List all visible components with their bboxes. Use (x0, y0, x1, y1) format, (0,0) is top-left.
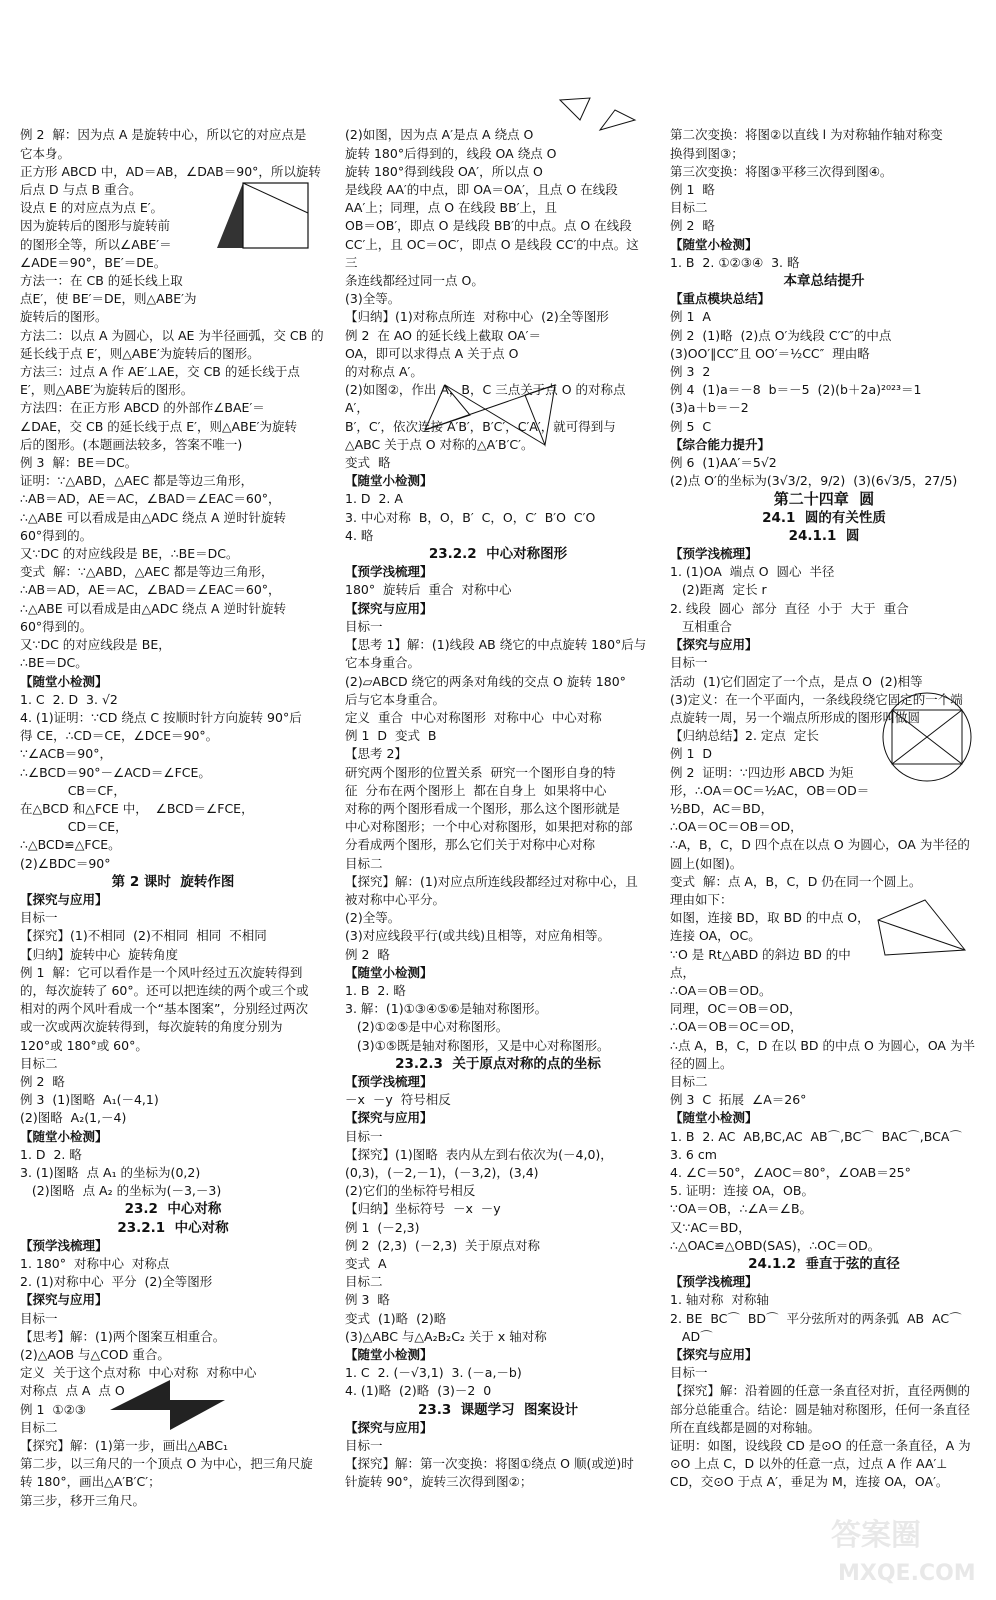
text-line: 的对称点 A′。 (345, 364, 423, 380)
text-line: 【预学浅梳理】 (20, 1237, 108, 1253)
text-line: 例 2 (1)略 (2)点 O′为线段 C′C″的中点 (670, 327, 892, 343)
text-line: 例 2 略 (670, 218, 715, 234)
text-line: 相对的两个风叶看成一个“基本图案”，分别经过两次 (20, 1001, 308, 1017)
text-line: 活动 (1)它们固定了一个点，是点 O (2)相等 (670, 673, 923, 689)
text-line: 例 2 略 (345, 946, 390, 962)
text-line: 例 1 略 (670, 182, 715, 198)
text-line: 换得到图③； (670, 145, 744, 161)
text-line: 同理，OC＝OB＝OD， (670, 1001, 802, 1017)
text-line: AD⌒ (670, 1328, 713, 1344)
text-line: △ABC 关于点 O 对称的△A′B′C′。 (345, 436, 534, 452)
text-line: 【归纳】坐标符号 －x －y (345, 1201, 501, 1217)
text-line: 第三次变换：将图③平移三次得到图④。 (670, 163, 893, 179)
text-line: 1. C 2. D 3. √2 (20, 691, 118, 707)
text-line: (2)图略 A₂(1,－4) (20, 1110, 127, 1126)
text-line: 3. 中心对称 B，O，B′ C，O，C′ B′O C′O (345, 509, 596, 525)
text-line: 【综合能力提升】 (670, 436, 771, 452)
text-line: 研究两个图形的位置关系 研究一个图形自身的特 (345, 764, 616, 780)
text-line: 针旋转 90°，旋转三次得到图②； (345, 1474, 533, 1490)
watermark-bottom: MXQE.COM (838, 1561, 976, 1586)
text-line: 【探究】解：(1)对应点所连线段都经过对称中心，且 (345, 873, 638, 889)
text-line: 后与它本身重合。 (345, 691, 446, 707)
text-line: OB＝OB′，即点 O 是线段 BB′的中点。点 O 在线段 (345, 218, 632, 234)
text-line: 1. B 2. ①②③④ 3. 略 (670, 254, 800, 270)
text-line: 3. 6 cm (670, 1146, 717, 1162)
text-line: ∴△ABE 可以看成是由△ADC 绕点 A 逆时针旋转 (20, 509, 287, 525)
text-line: (2)它们的坐标符号相反 (345, 1183, 476, 1199)
text-line: 第三步，移开三角尺。 (20, 1492, 146, 1508)
text-line: 得 CE，∴CD＝CE，∠DCE＝90°。 (20, 728, 219, 744)
text-line: CC′上，且 OC＝OC′，即点 O 是线段 CC′的中点。这三 (345, 236, 639, 270)
text-line: 目标一 (670, 655, 708, 671)
rotation-figure (555, 90, 645, 145)
text-line: 第二步，以三角尺的一个顶点 O 为中心，把三角尺旋 (20, 1456, 313, 1472)
text-line: 的，每次旋转了 60°。还可以把连续的两个或三个或 (20, 982, 309, 998)
text-line: (3)△ABC 与△A₂B₂C₂ 关于 x 轴对称 (345, 1328, 547, 1344)
text-line: 23.3 课题学习 图案设计 (417, 1401, 579, 1418)
text-line: (3)a＋b＝－2 (670, 400, 749, 416)
text-line: 4. ∠C＝50°，∠AOC＝80°，∠OAB＝25° (670, 1164, 911, 1180)
text-line: 变式 (1)略 (2)略 (345, 1310, 447, 1326)
text-line: 【思考 1】解：(1)线段 AB 绕它的中点旋转 180°后与 (345, 637, 647, 653)
text-line: 1. C 2. (－√3,1) 3. (－a,－b) (345, 1365, 522, 1381)
column-3-lines (670, 126, 978, 1491)
text-line: 目标二 (670, 200, 708, 216)
text-line: 互相重合 (670, 618, 732, 634)
text-line: 延长线于点 E′，则△ABE′为旋转后的图形。 (20, 345, 260, 361)
text-line: 【随堂小检测】 (670, 1110, 758, 1126)
text-line: 60°得到的。 (20, 618, 93, 634)
text-line: ∴BE＝DC。 (20, 655, 88, 671)
text-line: (2)距离 定长 r (670, 582, 767, 598)
text-line: 例 5 C (670, 418, 712, 434)
text-line: 因为旋转后的图形与旋转前 (20, 218, 171, 234)
text-line: 【探究与应用】 (20, 891, 108, 907)
text-line: 23.2.2 中心对称图形 (428, 546, 568, 563)
text-line: (2)△AOB 与△COD 重合。 (20, 1347, 170, 1363)
text-line: 3. (1)图略 点 A₁ 的坐标为(0,2) (20, 1164, 201, 1180)
text-line: 2. 线段 圆心 部分 直径 小于 大于 重合 (670, 600, 909, 616)
text-line: (2)▱ABCD 绕它的两条对角线的交点 O 旋转 180° (345, 673, 626, 689)
text-line: 又∵AC＝BD， (670, 1219, 751, 1235)
text-line: 旋转后的图形。 (20, 309, 108, 325)
text-line: 【探究与应用】 (670, 637, 758, 653)
text-line: 【归纳】(1)对称点所连 对称中心 (2)全等图形 (345, 309, 609, 325)
text-line: 1. 轴对称 对称轴 (670, 1292, 769, 1308)
text-line: ∴AB＝AD，AE＝AC，∠BAD＝∠EAC＝60°， (20, 582, 281, 598)
text-line: 【预学浅梳理】 (345, 1073, 433, 1089)
text-line: 理由如下： (670, 891, 733, 907)
text-line: (0,3)，(－2,－1)，(－3,2)，(3,4) (345, 1164, 539, 1180)
text-line: 1. 180° 对称中心 对称点 (20, 1256, 170, 1271)
text-line: 后点 D 与点 B 重合。 (20, 182, 142, 198)
text-line: 旋转 180°得到线段 OA′，所以点 O (345, 163, 543, 179)
text-line: 1. D 2. A (345, 491, 403, 507)
text-line: 方法四：在正方形 ABCD 的外部作∠BAE′＝ (20, 400, 265, 416)
text-line: 连接 OA，OC。 (670, 928, 761, 944)
text-line: 23.2.3 关于原点对称的点的坐标 (395, 1055, 601, 1072)
text-line: 目标一 (345, 1128, 383, 1144)
text-line: 后的图形。(本题画法较多，答案不唯一) (20, 436, 243, 452)
text-line: 它本身重合。 (345, 655, 421, 671)
text-line: 1. (1)OA 端点 O 圆心 半径 (670, 564, 835, 580)
text-line: 第二次变换：将图②以直线 l 为对称轴作轴对称变 (670, 127, 943, 143)
symmetric-triangles-figure (415, 375, 585, 480)
text-line: 4. 略 (345, 527, 374, 543)
text-line: ∴△ABE 可以看成是由△ADC 绕点 A 逆时针旋转 (20, 600, 287, 616)
text-line: 【思考】解：(1)两个图案互相重合。 (20, 1328, 226, 1344)
text-line: 【随堂小检测】 (345, 1347, 433, 1363)
text-line: 23.2.1 中心对称 (117, 1219, 229, 1236)
text-line: 【探究】(1)不相同 (2)不相同 相同 不相同 (20, 928, 267, 944)
text-line: 例 3 略 (345, 1292, 390, 1308)
text-line: 变式 解：点 A，B，C，D 仍在同一个圆上。 (670, 873, 922, 889)
text-line: 【随堂小检测】 (20, 1128, 108, 1144)
text-line: 点旋转一周，另一个端点所形成的图形叫做圆 (670, 709, 921, 725)
text-line: (3)OO′∥CC″且 OO′＝½CC″ 理由略 (670, 345, 870, 361)
text-line: 例 2 在 AO 的延长线上截取 OA′＝ (345, 327, 541, 343)
text-line: ∴OA＝OC＝OB＝OD， (670, 819, 803, 835)
text-line: 例 2 解：因为点 A 是旋转中心，所以它的对应点是 (20, 127, 307, 143)
text-line: 【随堂小检测】 (670, 236, 758, 252)
text-line: ∴△BCD≌△FCE。 (20, 837, 121, 853)
text-line: 【归纳总结】2. 定点 定长 (670, 728, 819, 744)
text-line: ∴OA＝OB＝OD。 (670, 982, 772, 998)
text-line: ∴A，B，C，D 四个点在以点 O 为圆心，OA 为半径的 (670, 837, 970, 853)
text-line: 24.1.2 垂直于弦的直径 (748, 1256, 900, 1272)
text-line: ∴OA＝OB＝OC＝OD， (670, 1019, 803, 1035)
text-line: 【归纳】旋转中心 旋转角度 (20, 946, 178, 962)
text-line: 例 2 证明：∵四边形 ABCD 为矩 (670, 764, 854, 780)
text-line: 24.1.1 圆 (788, 527, 860, 544)
text-line: 2. BE BC⌒ BD⌒ 平分弦所对的两条弧 AB AC⌒ (670, 1310, 962, 1326)
text-line: 所在直线都是圆的对称轴。 (670, 1419, 821, 1435)
text-line: (2)图略 点 A₂ 的坐标为(－3,－3) (20, 1183, 222, 1199)
text-line: 变式 解：∵△ABD，△AEC 都是等边三角形， (20, 564, 274, 580)
text-line: 目标二 (345, 855, 383, 871)
text-line: 例 1 ①②③ (20, 1401, 86, 1417)
text-line: OA，即可以求得点 A 关于点 O (345, 345, 519, 361)
text-line: 如图，连接 BD，取 BD 的中点 O， (670, 910, 870, 926)
text-line: 【预学浅梳理】 (345, 564, 433, 580)
text-line: (3)定义：在一个平面内，一条线段绕它固定的一个端 (670, 691, 963, 707)
text-line: (3)对应线段平行(或共线)且相等，对应角相等。 (345, 928, 610, 944)
text-line: 目标一 (345, 618, 383, 634)
text-line: 例 1 D 变式 B (345, 728, 437, 744)
text-line: 例 3 (1)图略 A₁(－4,1) (20, 1092, 159, 1108)
circle-rectangle-figure (880, 690, 975, 785)
text-line: 方法二：以点 A 为圆心，以 AE 为半径画弧，交 CB 的 (20, 327, 324, 343)
text-line: CD＝CE， (20, 819, 128, 835)
text-line: 中心对称图形；一个中心对称图形，如果把对称的部 (345, 819, 633, 835)
text-line: (2)点 O′的坐标为(3√3/2，9/2) (3)(6√3/5，27/5) (670, 473, 958, 489)
text-line: CB＝CF， (20, 782, 126, 798)
text-line: 定义 重合 中心对称图形 对称中心 中心对称 (345, 709, 602, 725)
text-line: 方法一：在 CB 的延长线上取 (20, 273, 183, 289)
text-line: E′，则△ABE′为旋转后的图形。 (20, 382, 194, 398)
text-line: 对称点 点 A 点 O (20, 1383, 125, 1399)
answer-column-1 (20, 90, 326, 1528)
text-line: 1. B 2. 略 (345, 982, 406, 998)
text-line: 或一次或两次旋转得到，每次旋转的角度分别为 (20, 1019, 283, 1035)
text-line: 目标二 (20, 1419, 58, 1435)
answer-column-3 (670, 90, 978, 1510)
text-line: 被对称中心平分。 (345, 891, 446, 907)
text-line: 例 1 A (670, 309, 711, 325)
text-line: 5. 证明：连接 OA，OB。 (670, 1183, 814, 1199)
text-line: 【重点模块总结】 (670, 291, 771, 307)
text-line: 转 180°，画出△A′B′C′； (20, 1474, 161, 1490)
text-line: 4. (1)略 (2)略 (3)－2 0 (345, 1383, 492, 1399)
text-line: (3)①⑤既是轴对称图形，又是中心对称图形。 (345, 1037, 610, 1053)
text-line: 例 1 D (670, 746, 712, 762)
text-line: 分看成两个图形，那么它们关于对称中心对称 (345, 837, 596, 853)
square-rotation-figure (205, 178, 320, 258)
text-line: 3. 解：(1)①③④⑤⑥是轴对称图形。 (345, 1001, 548, 1017)
text-line: 【探究】解：第一次变换：将图①绕点 O 顺(或逆)时 (345, 1456, 634, 1472)
text-line: 条连线都经过同一点 O。 (345, 273, 484, 289)
text-line: 目标一 (20, 1310, 58, 1326)
text-line: 【思考 2】 (345, 746, 407, 762)
text-line: 【探究与应用】 (670, 1347, 758, 1363)
text-line: 【探究与应用】 (20, 1292, 108, 1308)
text-line: 【探究与应用】 (345, 600, 433, 616)
text-line: 【探究】解：(1)第一步，画出△ABC₁ (20, 1438, 228, 1454)
text-line: 【预学浅梳理】 (670, 1274, 758, 1290)
text-line: B′，C′，依次连接 A′B′，B′C′，C′A′，就可得到与 (345, 418, 616, 434)
text-line: CD，交⊙O 于点 A′，垂足为 M，连接 OA，OA′。 (670, 1474, 949, 1490)
text-line: 旋转 180°后得到的，线段 OA 绕点 O (345, 145, 557, 161)
text-line: ½BD，AC＝BD， (670, 800, 774, 816)
text-line: 60°得到的。 (20, 527, 93, 543)
text-line: 23.2 中心对称 (124, 1201, 222, 1218)
text-line: 征 分布在两个图形上 都在自身上 如果将中心 (345, 782, 607, 798)
text-line: (2)全等。 (345, 910, 401, 926)
text-line: 证明：∵△ABD，△AEC 都是等边三角形， (20, 473, 254, 489)
text-line: 证明：如图，设线段 CD 是⊙O 的任意一条直径，A 为 (670, 1438, 971, 1454)
text-line: 形，∴OA＝OC＝½AC，OB＝OD＝ (670, 782, 870, 798)
text-line: 对称的两个图形看成一个图形，那么这个图形就是 (345, 800, 621, 816)
text-line: (3)全等。 (345, 291, 401, 307)
text-line: 24.1 圆的有关性质 (762, 509, 886, 526)
text-line: 例 1 (－2,3) (345, 1219, 420, 1235)
text-line: 又∵DC 的对应线段是 BE， (20, 637, 171, 653)
text-line: ⊙O 上点 C，D 以外的任意一点，过点 A 作 AA′⊥ (670, 1456, 948, 1472)
text-line: 第二十四章 圆 (773, 490, 875, 509)
text-line: 【探究与应用】 (345, 1110, 433, 1126)
text-line: 【随堂小检测】 (345, 964, 433, 980)
text-line: 目标二 (345, 1274, 383, 1290)
text-line: 的图形全等，所以∠ABE′＝ (20, 236, 172, 252)
text-line: 例 2 略 (20, 1073, 65, 1089)
text-line: 定义 关于这个点对称 中心对称 对称中心 (20, 1365, 257, 1381)
text-line: 【随堂小检测】 (345, 473, 433, 489)
text-line: (2)如图，因为点 A′是点 A 绕点 O (345, 127, 534, 143)
text-line: AA′上；同理，点 O 在线段 BB′上，且 (345, 200, 558, 216)
text-line: 正方形 ABCD 中，AD＝AB，∠DAB＝90°，所以旋转 (20, 163, 321, 179)
text-line: ∴AB＝AD，AE＝AC，∠BAD＝∠EAC＝60°， (20, 491, 281, 507)
text-line: 【预学浅梳理】 (670, 546, 758, 562)
text-line: 方法三：过点 A 作 AE′⊥AE，交 CB 的延长线于点 (20, 364, 300, 380)
text-line: 是线段 AA′的中点，即 OA＝OA′，且点 O 在线段 (345, 182, 618, 198)
watermark-top: 答案圈 (831, 1518, 921, 1553)
answer-column-2 (345, 90, 651, 1510)
text-line: 例 3 解：BE＝DC。 (20, 455, 138, 471)
site-watermark (826, 1510, 976, 1590)
text-line: 4. (1)证明：∵CD 绕点 C 按顺时针方向旋转 90°后 (20, 709, 302, 725)
text-line: (2)∠BDC＝90° (20, 855, 111, 871)
text-line: 变式 略 (345, 455, 391, 471)
text-line: ∴△OAC≌△OBD(SAS)，∴OC＝OD。 (670, 1237, 881, 1253)
text-line: ∵O 是 Rt△ABD 的斜边 BD 的中 (670, 946, 851, 962)
text-line: 例 4 (1)a＝－8 b＝－5 (2)(b＋2a)²⁰²³＝1 (670, 382, 922, 398)
text-line: 目标一 (20, 910, 58, 926)
triangle-ruler-figure (110, 1375, 230, 1435)
text-line: ∵OA＝OB，∴∠A＝∠B。 (670, 1201, 813, 1217)
column-1-lines (20, 126, 326, 1509)
text-line: 本章总结提升 (783, 273, 865, 290)
text-line: 目标一 (670, 1365, 708, 1381)
text-line: ∠ADE＝90°，BE′＝DE。 (20, 254, 167, 270)
text-line: (2)①②⑤是中心对称图形。 (345, 1019, 509, 1035)
text-line: 例 1 解：它可以看作是一个风叶经过五次旋转得到 (20, 964, 303, 980)
text-line: 1. B 2. AC AB,BC,AC AB⌒,BC⌒ BAC⌒,BCA⌒ (670, 1128, 962, 1144)
text-line: 【探究】(1)图略 表内从左到右依次为(－4,0)， (345, 1146, 613, 1162)
text-line: 目标二 (670, 1073, 708, 1089)
text-line: ∵∠ACB＝90°， (20, 746, 112, 762)
text-line: (2)如图②，作出 A，B，C 三点关于点 O 的对称点 A′， (345, 382, 630, 416)
text-line: ∴∠BCD＝90°－∠ACD＝∠FCE。 (20, 764, 211, 780)
text-line: 【随堂小检测】 (20, 673, 108, 689)
text-line: 【探究】解：沿着圆的任意一条直径对折，直径两侧的 (670, 1383, 971, 1399)
text-line: 2. (1)对称中心 平分 (2)全等图形 (20, 1274, 213, 1290)
text-line: 部分总能重合。结论：圆是轴对称图形，任何一条直径 (670, 1401, 971, 1417)
text-line: 圆上(如图)。 (670, 855, 743, 871)
text-line: ∠DAE，交 CB 的延长线于点 E′，则△ABE′为旋转 (20, 418, 297, 434)
text-line: 目标一 (345, 1438, 383, 1454)
text-line: 目标二 (20, 1055, 58, 1071)
text-line: 它本身。 (20, 145, 71, 161)
column-2-lines (345, 126, 651, 1491)
text-line: 在△BCD 和△FCE 中， ∠BCD＝∠FCE， (20, 800, 254, 816)
text-line: 径的圆上。 (670, 1055, 733, 1071)
text-line: 例 3 2 (670, 364, 711, 380)
text-line: 点， (670, 964, 696, 980)
text-line: ∴点 A，B，C，D 在以 BD 的中点 O 为圆心，OA 为半 (670, 1037, 975, 1053)
text-line: 例 6 (1)AA′＝5√2 (670, 455, 777, 471)
text-line: 1. D 2. 略 (20, 1146, 82, 1162)
quadrilateral-figure (870, 895, 975, 965)
text-line: 例 2 (2,3) (－2,3) 关于原点对称 (345, 1237, 541, 1253)
text-line: 变式 A (345, 1256, 387, 1271)
text-line: －x －y 符号相反 (345, 1092, 451, 1108)
text-line: 又∵DC 的对应线段是 BE，∴BE＝DC。 (20, 546, 239, 562)
text-line: 120°或 180°或 60°。 (20, 1037, 148, 1053)
text-line: 例 3 C 拓展 ∠A＝26° (670, 1092, 807, 1108)
text-line: 设点 E 的对应点为点 E′。 (20, 200, 164, 216)
text-line: 第 2 课时 旋转作图 (111, 873, 235, 890)
text-line: 180° 旋转后 重合 对称中心 (345, 582, 512, 598)
text-line: 【探究与应用】 (345, 1419, 433, 1435)
text-line: 点E′，使 BE′＝DE，则△ABE′为 (20, 291, 197, 307)
